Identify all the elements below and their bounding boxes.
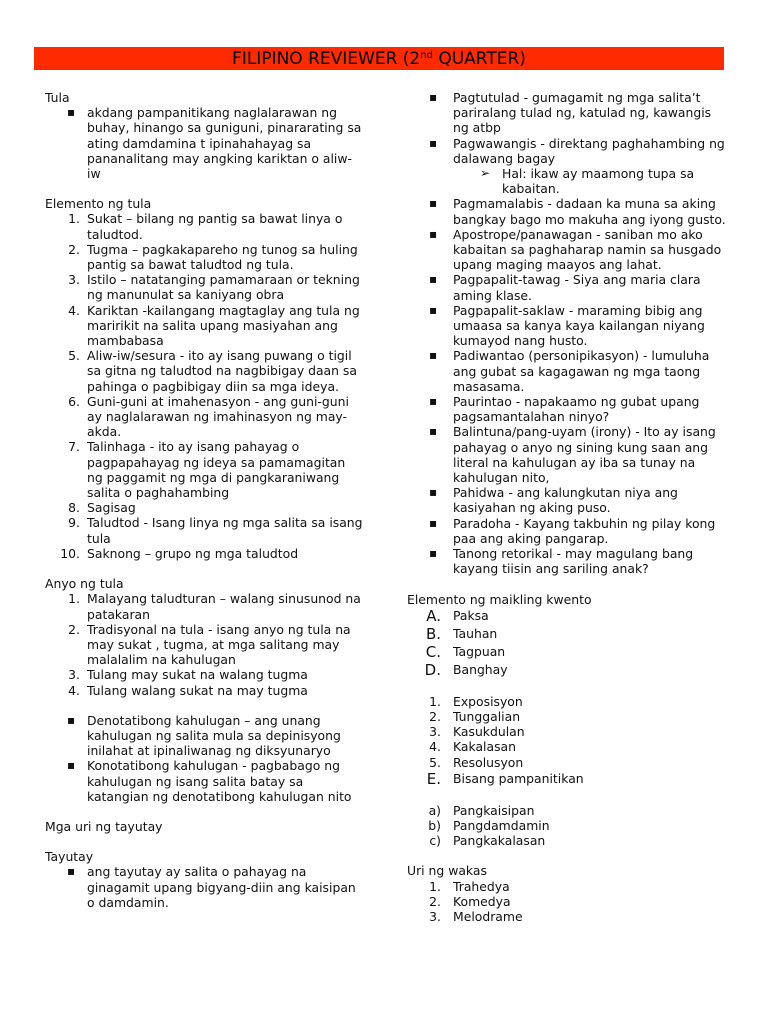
list-item [407, 755, 727, 770]
item-letter: B. [425, 624, 441, 643]
list-item [45, 591, 363, 621]
item-letter: D. [424, 660, 441, 679]
list-item [45, 394, 363, 440]
item-number: 8. [68, 500, 80, 516]
item-number: 9. [68, 515, 80, 531]
tula-list [45, 105, 363, 181]
list-item [45, 211, 363, 241]
list-item [45, 667, 363, 682]
list-item: ▪ Denotatibong kahulugan – ang unang kahulugan ng salita mula sa depinisyong inilahat at ipinaliwanag ng diksyunaryo [45, 713, 363, 759]
list-item: ▪ ang tayutay ay salita o pahayag na ginagamit upang bigyang-diin ang kaisipan o damdamin. [45, 864, 363, 910]
bisa-letter-list [407, 770, 727, 788]
item-number: 3. [68, 667, 80, 683]
list-item: ▪ Balintuna/pang-uyam (irony) - Ito ay isang pahayag o anyo ng sining kung saan ang literal na kahulugan ay iba sa tunay na kahulugan nito, [407, 424, 727, 485]
list-item [407, 803, 727, 818]
item-number: 6. [68, 393, 80, 409]
list-item: ▪ Konotatibong kahulugan - pagbabago ng kahulugan ng isang salita batay sa katangian ng denotatibong kahulugan nito [45, 758, 363, 804]
list-item [45, 546, 363, 561]
item-number: 1. [429, 693, 441, 709]
item-text: Tagpuan [453, 643, 506, 659]
item-text: Tugma – pagkakapareho ng tunog sa huling pantig sa bawat taludtod ng tula. [87, 241, 358, 273]
tula-heading: Tula [45, 90, 70, 105]
list-item: ▪ akdang pampanitikang naglalarawan ng buhay, hinango sa guniguni, pinararating sa ating damdamina t ipinahahayag sa pananalitang may angking kariktan o aliw-iw [45, 105, 363, 181]
list-item: ▪ Padiwantao (personipikasyon) - lumuluha ang gubat sa kagagawan ng mga taong masasama. [407, 348, 727, 394]
list-item [407, 709, 727, 724]
list-item: ▪ Pagpapalit-tawag - Siya ang maria clara aming klase. [407, 272, 727, 302]
item-text: Istilo – natatanging pamamaraan or tekning ng manunulat sa kaniyang obra [87, 272, 360, 303]
example-item: ➢ Hal: ikaw ay maamong tupa sa kabaitan. [407, 166, 727, 196]
list-item: ▪ Pagtutulad - gumagamit ng mga salita’t pariralang tulad ng, katulad ng, kawangis ng atbp [407, 90, 727, 136]
item-text: Tradisyonal na tula - isang anyo ng tula na may sukat , tugma, at mga salitang may malalalim na kahulugan [87, 621, 351, 668]
kwento-heading: Elemento ng maikling kwento [407, 591, 592, 607]
list-item [407, 739, 727, 754]
item-text: Guni-guni at imahenasyon - ang guni-guni ay naglalarawan ng imahinasyon ng may-akda. [87, 393, 349, 440]
tayutay-types-list [407, 90, 727, 577]
item-text: Taludtod - Isang linya ng mga salita sa isang tula [87, 515, 363, 546]
list-item: ▪ Pagmamalabis - dadaan ka muna sa aking bangkay bago mo makuha ang iyong gusto. [407, 196, 727, 226]
list-item [45, 515, 363, 545]
page-title [34, 47, 724, 70]
item-text: Kakalasan [453, 739, 516, 755]
list-item [45, 303, 363, 349]
mga-uri-heading: Mga uri ng tayutay [45, 818, 163, 834]
item-text: Pangkakalasan [453, 833, 546, 849]
item-number: 2. [68, 241, 80, 257]
item-text: Tauhan [453, 625, 498, 641]
item-text: Aliw-iw/sesura - ito ay isang puwang o tigil sa gitna ng taludtod na nagbibigay daan sa pahinga o pagbibigay diin sa mga ideya. [87, 348, 357, 394]
list-item [407, 625, 727, 643]
item-text: Banghay [453, 661, 508, 677]
elemento-heading: Elemento ng tula [45, 196, 152, 212]
elemento-list [45, 211, 363, 561]
item-number: 2. [429, 893, 441, 909]
item-text: Melodrame [453, 908, 523, 924]
list-item: ▪ Tanong retorikal - may magulang bang kayang tiisin ang sariling anak? [407, 546, 727, 576]
list-item [45, 272, 363, 302]
list-item: ▪ Pagwawangis - direktang paghahambing ng dalawang bagay [407, 136, 727, 166]
item-number: 3. [429, 724, 441, 740]
item-number: 3. [429, 908, 441, 924]
item-text: Tulang may sukat na walang tugma [87, 667, 308, 683]
item-text: Talinhaga - ito ay isang pahayag o pagpapahayag ng ideya sa pamamagitan ng paggamit ng mga di pangkaraniwang salita o paghahambing [87, 439, 346, 501]
list-item [407, 818, 727, 833]
item-letter: a) [428, 802, 441, 818]
item-text: Tulang walang sukat na may tugma [87, 682, 308, 698]
anyo-heading: Anyo ng tula [45, 576, 124, 592]
list-item [407, 833, 727, 848]
item-letter: A. [426, 606, 441, 625]
item-text: Sukat – bilang ng pantig sa bawat linya o taludtod. [87, 211, 343, 242]
item-text: Sagisag [87, 500, 136, 516]
title-superscript: nd [420, 50, 433, 61]
item-text: Pangdamdamin [453, 817, 550, 833]
wakas-list [407, 879, 727, 925]
item-letter: c) [429, 833, 441, 849]
item-text: Pangkaisipan [453, 802, 535, 818]
item-number: 3. [68, 272, 80, 288]
item-text: Paksa [453, 607, 489, 623]
item-text: Resolusyon [453, 754, 524, 770]
item-text: Malayang taludturan – walang sinusunod na patakaran [87, 591, 361, 622]
item-number: 5. [68, 348, 80, 364]
banghay-list [407, 694, 727, 770]
list-item [407, 770, 727, 788]
kwento-letter-list [407, 607, 727, 679]
item-text: Kasukdulan [453, 724, 525, 740]
list-item [45, 622, 363, 668]
list-item [45, 500, 363, 515]
list-item [407, 879, 727, 894]
list-item [45, 242, 363, 272]
item-number: 4. [68, 302, 80, 318]
item-number: 2. [68, 621, 80, 637]
list-item: ▪ Apostrope/panawagan - saniban mo ako kabaitan sa paghaharap namin sa husgado upang maging maayos ang lahat. [407, 227, 727, 273]
bisa-list [407, 803, 727, 849]
item-number: 2. [429, 708, 441, 724]
title-rest: QUARTER) [432, 49, 526, 69]
anyo-list [45, 591, 363, 697]
kahulugan-list [45, 713, 363, 804]
list-item [407, 909, 727, 924]
tayutay-heading: Tayutay [45, 849, 94, 865]
item-letter: b) [428, 817, 441, 833]
item-number: 1. [429, 878, 441, 894]
item-number: 1. [68, 211, 80, 227]
list-item [45, 683, 363, 698]
list-item [407, 607, 727, 625]
item-text: Bisang pampanitikan [453, 770, 584, 786]
list-item [407, 694, 727, 709]
item-number: 5. [429, 754, 441, 770]
wakas-heading: Uri ng wakas [407, 863, 487, 879]
item-letter: C. [425, 642, 441, 661]
list-item: ▪ Pagpapalit-saklaw - maraming bibig ang umaasa sa kanya kaya kailangan niyang kumayod nang husto. [407, 303, 727, 349]
item-text: Komedya [453, 893, 511, 909]
item-number: 4. [429, 739, 441, 755]
list-item [45, 439, 363, 500]
list-item [407, 661, 727, 679]
list-item: ▪ Paurintao - napakaamo ng gubat upang pagsamantalahan ninyo? [407, 394, 727, 424]
item-number: 1. [68, 591, 80, 607]
item-number: 4. [68, 682, 80, 698]
item-text: Saknong – grupo ng mga taludtod [87, 545, 299, 561]
list-item [407, 894, 727, 909]
item-number: 7. [68, 439, 80, 455]
item-text: Exposisyon [453, 693, 523, 709]
list-item: ▪ Paradoha - Kayang takbuhin ng pilay kong paa ang aking pangarap. [407, 516, 727, 546]
right-column [407, 90, 727, 924]
item-letter: E. [426, 769, 441, 788]
title-text: FILIPINO REVIEWER (2 [232, 49, 421, 69]
item-text: Kariktan -kailangang magtaglay ang tula ng maririkit na salita upang masiyahan ang mambabasa [87, 302, 360, 349]
left-column [45, 90, 363, 910]
list-item: ▪ Pahidwa - ang kalungkutan niya ang kasiyahan ng aking puso. [407, 485, 727, 515]
item-text: Trahedya [453, 878, 510, 894]
list-item [407, 724, 727, 739]
item-text: Tunggalian [453, 708, 521, 724]
list-item [407, 643, 727, 661]
tayutay-list [45, 864, 363, 910]
list-item [45, 348, 363, 394]
item-number: 10. [60, 545, 80, 561]
